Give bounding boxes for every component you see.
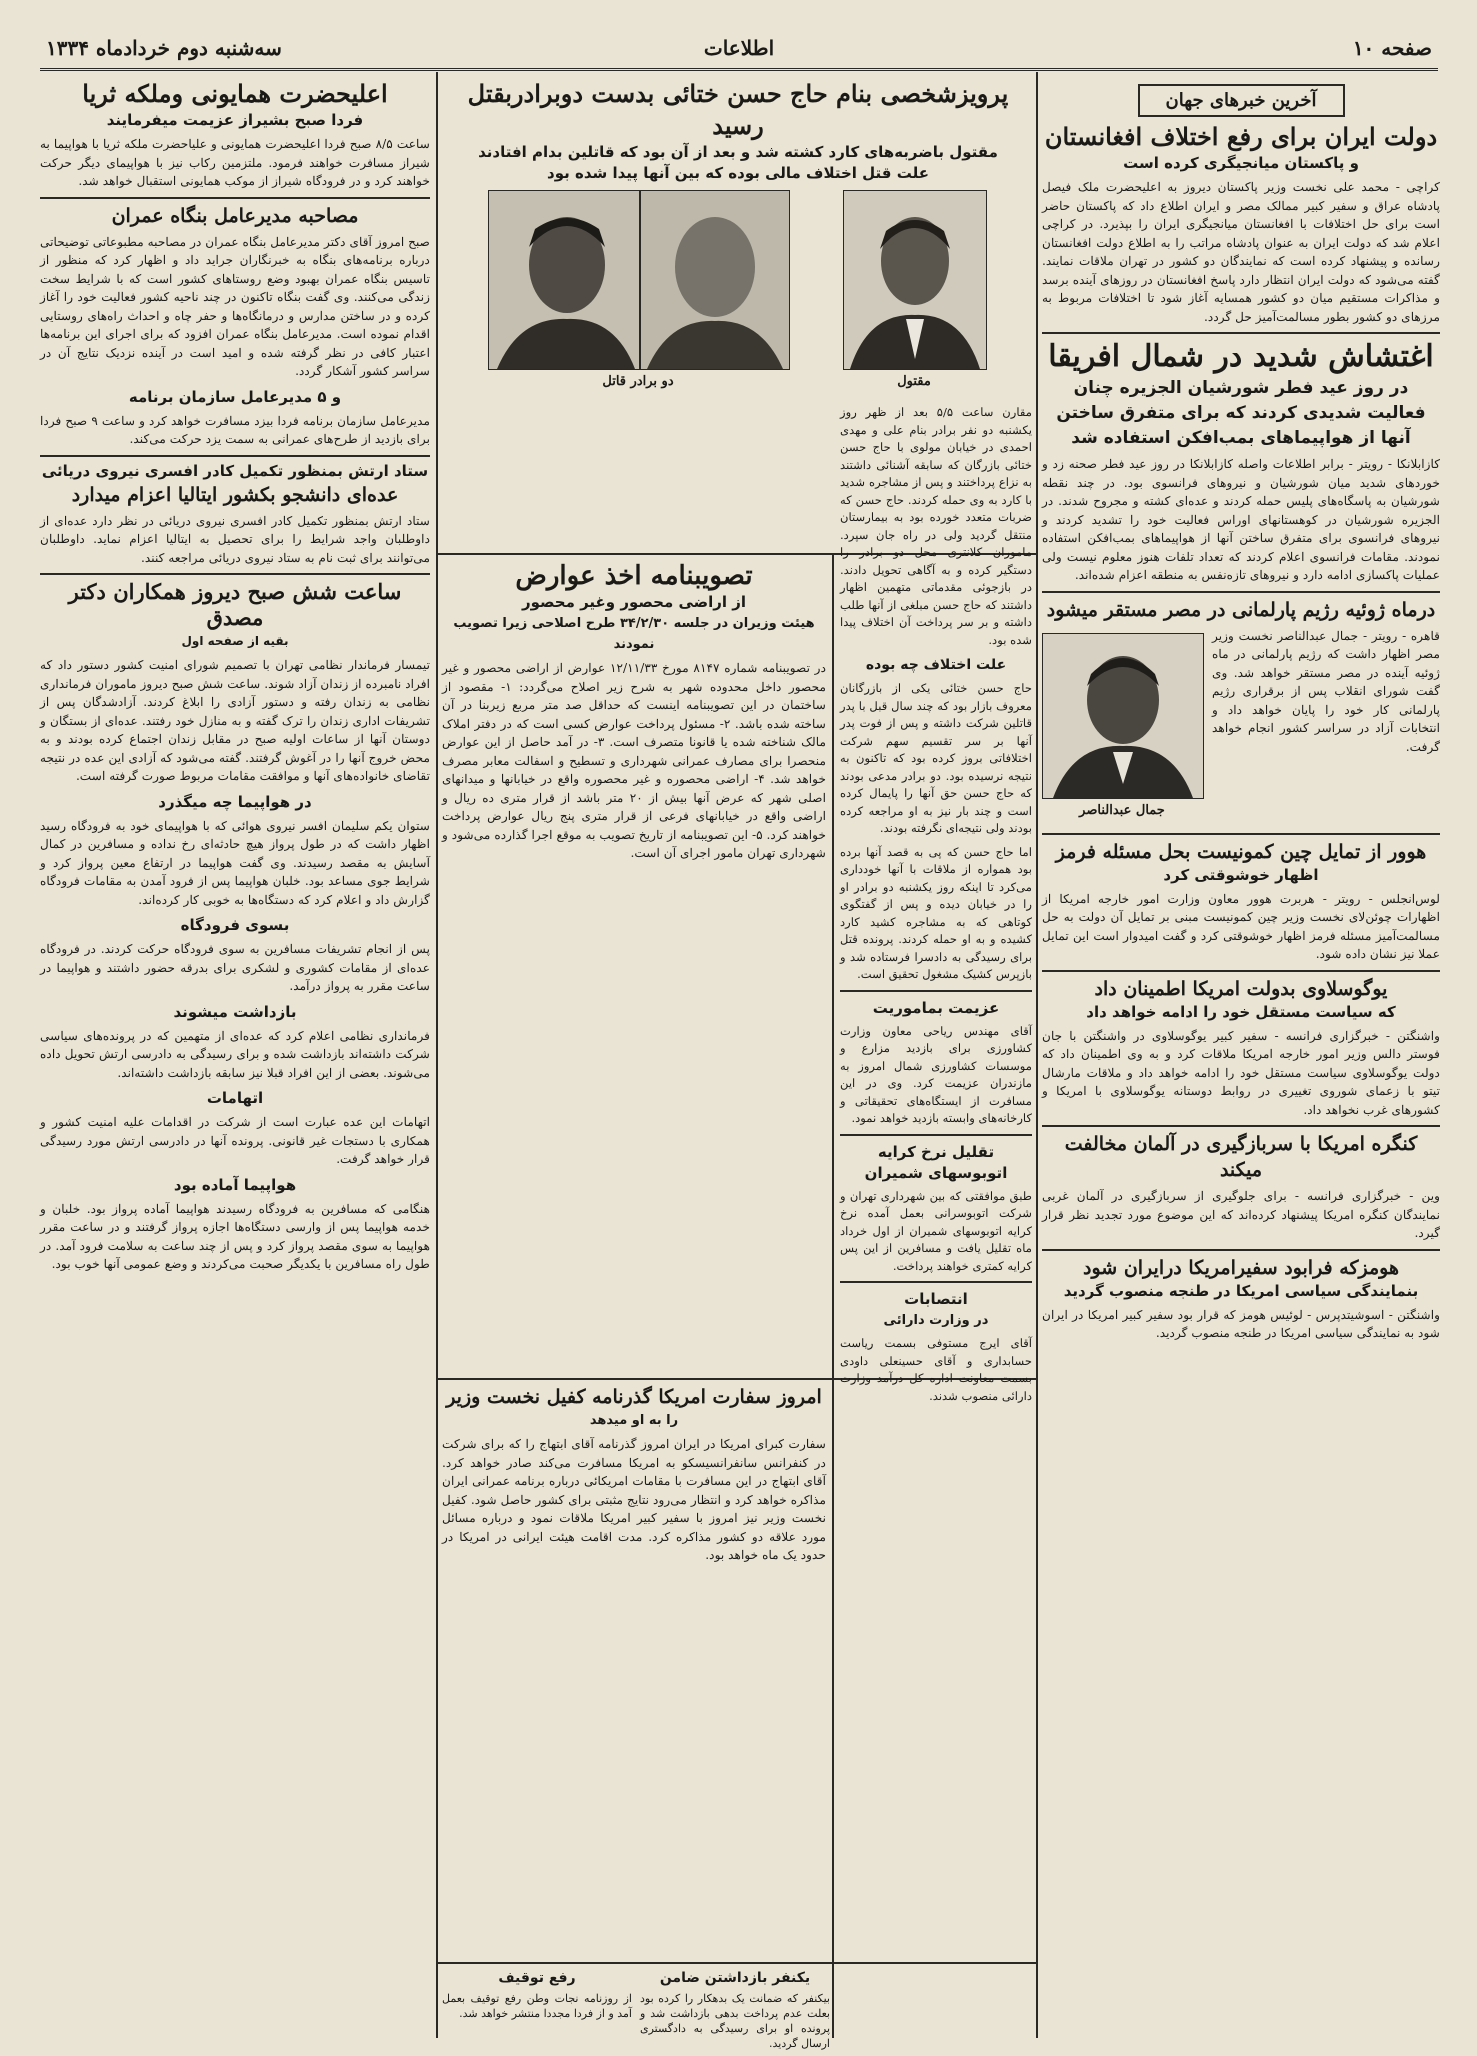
navy-headline: ستاد ارتش بمنظور تکمیل کادر افسری نیروی دریائی [41,461,429,480]
navy-text: ستاد ارتش بمنظور تکمیل کادر افسری نیروی دریائی در نظر دارد عده‌ای از داوطلبان واجد شرایط را برای تحصیل به ایتالیا اعزام نماید. داوطلبان می‌توانند برای ثبت نام به ستاد نیروی دریائی مراجعه کنند. [40,513,430,565]
navy-subhead: عده‌ای دانشجو بکشور ایتالیا اعزام میدارد [71,483,399,506]
congress-headline: کنگره امریکا با سربازگیری در آلمان مخالفت میکند [1064,1133,1418,1181]
yugoslavia-headline: یوگوسلاوی بدولت امریکا اطمینان داد [1094,977,1388,1000]
finance-subhead: در وزارت دارائی [883,1313,989,1328]
interview-text: صبح امروز آقای دکتر مدیرعامل بنگاه عمران در مصاحبه مطبوعاتی توضیحاتی درباره برنامه‌های بنگاه به خبرنگاران جراید داد و اظهار کرد که منظور از تاسیس بنگاه عمران بهبود وضع روستاهای کشور است که با شرایط سخت زندگی می‌کنند. وی گفت بنگاه تاکنون در چند ناحیه کشور فعالیت خود را آغاز کرده و در ساختن مدارس و درمانگاه‌ها و حفر چاه و احداث راه‌های روستایی اقدام نموده است. مدیرعامل بنگاه عمران افزود که برای اجرای این برنامه‌ها اعتبار کافی در نظر گرفته شده و امید است در آینده نزدیک نتایج آن در سراسر کشور آشکار گردد. [40,234,430,378]
plane-text: ستوان یکم سلیمان افسر نیروی هوائی که با هواپیمای خود به فرودگاه رسید اظهار داشت که در طول پرواز هیچ حادثه‌ای رخ نداده و مسافرین در کمال آسایش به مقصد رسیدند. وی گفت هواپیما در ارتفاع معین پرواز کرد و شرایط جوی مساعد بود. خلبان هواپیما پس از فرود آمدن به مقامات فرودگاه گزارش داد و اعلام کرد که دستگاه‌ها به خوبی کار کرده‌اند. [40,818,430,907]
ready-headline: هواپیما آماده بود [173,1175,297,1194]
mossadegh-text: تیمسار فرماندار نظامی تهران با تصمیم شورای امنیت کشور دستور داد که افراد نامبرده از زندان آزاد شوند. ساعت شش صبح دیروز ماموران فرمانداری نظامی به زندان رفته و دستور آزادی را ابلاغ کردند. آزادشدگان پس از تشریفات اداری زندان را ترک گفته و به منازل خود رفتند. عده‌ای از بستگان و دوستان آنها از ساعات اولیه صبح در مقابل زندان اجتماع کرده بودند و به محض خروج آنها را در آغوش گرفتند. گفته می‌شود که آزادی این عده در نتیجه تقاضای خانواده‌های آنها و موافقت مقامات مربوط صورت گرفته است. [40,658,430,783]
murder-cause-text: حاج حسن ختائی یکی از بازرگانان معروف بازار بود که چند سال قبل با پدر قاتلین شرکت داشته و پس از فوت پدر آنها بر سر تقسیم سهم شرکت اختلافاتی بروز کرده بود که تاکنون به نتیجه نرسیده بود. دو برادر مدعی بودند که حاج حسن حق آنها را پایمال کرده است و چند بار نیز به او مراجعه کرده بودند ولی نتیجه‌ای نگرفته بودند. [840,681,1032,835]
interview-headline: مصاحبه مدیرعامل بنگاه عمران [111,204,359,227]
charges-text: اتهامات این عده عبارت است از شرکت در اقدامات علیه امنیت کشور و همکاری با دستجات غیر قانونی. پرونده آنها در دادرسی ارتش مورد رسیدگی قرار خواهد گرفت. [40,1115,430,1166]
interview-subhead: و ۵ مدیرعامل سازمان برنامه [128,387,342,406]
egypt-text: قاهره - رویتر - جمال عبدالناصر نخست وزیر مصر اظهار داشت که رژیم پارلمانی در ماه ژوئیه آینده در مصر مستقر خواهد شد. وی گفت شورای انقلاب پس از برقراری رژیم پارلمانی کار خود را پایان خواهد داد و انتخابات آزاد در سراسر کشور انجام خواهد گرفت. [1212,628,1440,754]
afghan-text: کراچی - محمد علی نخست وزیر پاکستان دیروز به اعلیحضرت ملک فیصل پادشاه عراق و سفیر کبیر ممالک مصر و ایران اطلاع داد که پاکستان حاضر است برای حل اختلافات با افغانستان میانجیگری ایران را بپذیرد. در کراچی اعلام شد که دولت ایران به عنوان پادشاه مراتب را به اطلاع دولت افغانستان رسانده و پیشنهاد کرده است که نمایندگان دو کشور در تهران ملاقات نمایند. گفته می‌شود که دولت ایران انتظار دارد پاسخ افغانستان در روزهای آینده برسد و مذاکرات مستقیم میان دو کشور همسایه آغاز شود تا اختلافات مربوط به مرزهای دو کشور بطور مسالمت‌آمیز حل گردد. [1042,180,1440,324]
murder-text: مقارن ساعت ۵/۵ بعد از ظهر روز یکشنبه دو نفر برادر بنام علی و مهدی احمدی در خیابان مولوی با حاج حسن ختائی بازرگان که سابقه آشنائی داشتند به نزاع پرداختند و پس از مشاجره شدید با کارد به وی حمله کردند. حاج حسن که ضربات متعدد خورده بود به بیمارستان منتقل گردید ولی در راه جان سپرد. ماموران کلانتری محل دو برادر را دستگیر کرده و به آگاهی تحویل دادند. در بازجوئی مقدماتی متهمین اظهار داشتند که حاج حسن مبلغی از آنها طلب داشته و بر سر پرداخت آن اختلاف پیدا شده بود. [840,405,1032,647]
page-number: صفحه ۱۰ [1352,36,1432,60]
victim-caption: مقتول [897,374,931,389]
ready-text: هنگامی که مسافرین به فرودگاه رسیدند هواپیما آماده پرواز بود. خلبان و خدمه هواپیما پس از وارسی دستگاه‌ها اجازه پرواز گرفتند و در ساعت مقرر هواپیما به سوی مقصد پرواز کرد و پس از چند ساعت به سلامت فرود آمد. در طول راه مسافرین با یکدیگر صحبت می‌کردند و وضع عمومی آنها خوب بود. [40,1201,430,1271]
section-rule [436,1962,1038,1964]
bus-text: طبق موافقتی که بین شهرداری تهران و شرکت اتوبوسرانی بعمل آمده نرخ کرایه اتوبوسهای شمیران از اول خرداد ماه تقلیل یافت و مسافرین از این پس کرایه کمتری خواهند پرداخت. [840,1188,1032,1273]
arrest-headline: بازداشت میشوند [173,1002,297,1021]
nasser-caption: جمال عبدالناصر [1079,802,1165,818]
china-headline: هوور از تمایل چین کمونیست بحل مسئله فرمز [1055,840,1427,863]
issue-date: سه‌شنبه دوم خردادماه ۱۳۳۴ [46,36,282,60]
paper-name: اطلاعات [703,36,775,60]
masthead [40,28,1438,71]
column-rule [1036,72,1038,2038]
mossadegh-headline: ساعت شش صبح دیروز همکاران دکتر مصدق [68,579,402,630]
us-embassy-headline: امروز سفارت امریکا گذرنامه کفیل نخست وزیر [446,1386,822,1408]
unban-section [442,1968,632,2038]
mossadegh-subhead: بقیه از صفحه اول [181,634,289,648]
plane-headline: در هواپیما چه میگذرد [158,792,312,811]
murder-text-column [840,400,1032,1956]
mission-text: آقای مهندس ریاحی معاون وزارت کشاورزی برای بازدید مزارع و موسسات کشاورزی شمال امروز به مازندران عزیمت کرد. وی در این مسافرت از ایستگاه‌های تحقیقاتی و کارخانه‌های وابسته بازدید خواهد نمود. [840,1023,1032,1125]
duties-headline: تصویبنامه اخذ عوارض [515,561,753,591]
royal-text: ساعت ۸/۵ صبح فردا اعلیحضرت همایونی و علیاحضرت ملکه ثریا با هواپیما به شیراز مسافرت خواهند فرمود. ملتزمین رکاب نیز با هواپیمای دیگر حرکت خواهند کرد و در فرودگاه شیراز از موکب همایونی استقبال خواهد شد. [40,137,430,188]
charges-headline: اتهامات [206,1089,264,1107]
finance-text: آقای ایرج مستوفی بسمت ریاست حسابداری و آقای حسینعلی داودی بسمت معاونت اداره کل درآمد وزارت دارائی منصوب شدند. [840,1336,1032,1403]
royal-headline: اعلیحضرت همایونی وملکه ثریا [82,79,388,108]
unban-headline: رفع توقیف [498,1970,576,1986]
airport-headline: بسوی فرودگاه [180,916,290,934]
arrest-text: فرمانداری نظامی اعلام کرد که عده‌ای از متهمین که در پرونده‌های سیاسی شرکت داشته‌اند بازداشت شده و برای رسیدگی به دادرسی ارتش تحویل داده می‌شوند. بعضی از این افراد قبلا نیز سابقه بازداشت داشته‌اند. [40,1028,430,1080]
killers-caption: دو برادر قاتل [602,374,674,389]
duties-subhead-2: هیئت وزیران در جلسه ۳۴/۲/۳۰ طرح اصلاحی زیرا تصویب نمودند [453,616,815,652]
africa-text: کازابلانکا - رویتر - برابر اطلاعات واصله کازابلانکا در روز عید فطر صحنه زد و خوردهای شدید میان شورشیان و نیروهای فرانسوی بود. در چند نقطه شورشیان به پاسگاه‌های پلیس حمله کردند و عده‌ای کشته و مجروح شدند. در الجزیره شورشیان در کوهستانهای اوراس فعالیت خود را تشدید کردند و نیروهای فرانسوی برای متفرق ساختن آنها از هواپیماهای بمب‌افکن استفاده نمودند. مقامات فرانسوی اعلام کردند که تعداد تلفات هنوز معلوم نیست ولی عملیات پاکسازی ادامه دارد و نیروهای تازه‌نفس به منطقه اعزام شده‌اند. [1042,457,1440,582]
murder-headline: پرویزشخصی بنام حاج حسن ختائی بدست دوبرادربقتل رسید [467,79,1009,140]
afghan-subhead: و پاکستان میانجیگری کرده است [1123,154,1359,172]
victim-photo [843,190,987,370]
bail-section [640,1968,830,2050]
finance-headline: انتصابات [904,1290,968,1308]
duties-text: در تصویبنامه شماره ۸۱۴۷ مورخ ۱۲/۱۱/۳۳ عوارض از اراضی محصور و غیر محصور داخل محدوده شهر به شرح زیر اصلاح می‌گردد: ۱- مقصود از ساختمان در این تصویبنامه اینست که حداقل صد متر مربع زیربنا در آن ساخته شده باشد. ۲- مسئول پرداخت عوارض کسی است که در دفتر املاک مالک شناخته شده یا قانونا متصرف است. ۳- در آمد حاصل از این عوارض منحصرا برای مصارف عمرانی شهرداری و تسطیح و اسفالت معابر مصرف خواهد شد. ۴- اراضی محصوره و غیر محصوره واقع در خیابانها و میدانهای اصلی شهر که عرض آنها بیش از ۲۰ متر باشد از قرار متری ده ریال و اراضی واقع در خیابانهای فرعی از قرار متری پنج ریال عوارض پرداخت خواهند کرد. ۵- این تصویبنامه از تاریخ تصویب به موقع اجرا گذارده می‌شود و شهرداری تهران مامور اجرای آن است. [442,661,827,860]
us-embassy-subhead: را به او میدهد [589,1413,679,1428]
us-embassy-section [442,1384,826,1956]
murder-cause-head: علت اختلاف چه بوده [865,657,1007,673]
left-column [40,78,430,2038]
egypt-headline: درماه ژوئیه رژیم پارلمانی در مصر مستقر میشود [1046,598,1436,621]
column-rule [436,72,438,2038]
murder-subhead-2: علت قتل اختلاف مالی بوده که بین آنها پیدا شده بود [547,164,929,182]
congress-text: وین - خبرگزاری فرانسه - برای جلوگیری از سربازگیری در آلمان غربی نمایندگان کنگره امریکا پیشنهاد کرده‌اند که این موضوع مورد تجدید نظر قرار گیرد. [1042,1189,1440,1240]
yugoslavia-subhead: که سیاست مستقل خود را ادامه خواهد داد [1086,1002,1396,1021]
duties-subhead: از اراضی محصور وغیر محصور [521,593,747,611]
royal-subhead: فردا صبح بشیراز عزیمت میفرمایند [106,111,364,129]
hormoz-headline: هومزکه فرابود سفیرامریکا درایران شود [1083,1256,1399,1279]
interview-text-2: مدیرعامل سازمان برنامه فردا بیزد مسافرت خواهد کرد و ساعت ۹ صبح فردا برای بازدید از طرح‌های عمرانی به سمت یزد حرکت می‌کند. [40,413,430,446]
afghan-headline: دولت ایران برای رفع اختلاف افغانستان [1044,122,1438,151]
hormoz-subhead: بنمایندگی سیاسی امریکا در طنجه منصوب گردید [1063,1281,1419,1300]
china-subhead: اظهار خوشوقتی کرد [1163,865,1319,884]
us-embassy-text: سفارت کبرای امریکا در ایران امروز گذرنامه آقای ابتهاج را که برای شرکت در کنفرانس سانفرانسیسکو به امریکا مسافرت می‌کند صادر خواهد کرد. آقای ابتهاج در این مسافرت با مقامات امریکائی درباره برنامه عمرانی ایران مذاکره خواهد کرد و انتظار می‌رود نتایج مثبتی برای کشور حاصل شود. کفیل نخست وزیر نیز امروز با سفیر کبیر امریکا ملاقات نمود و درباره مسائل مورد علاقه دو کشور مذاکره کرد. مدت اقامت هیئت ایرانی در امریکا در حدود یک ماه خواهد بود. [442,1437,826,1562]
nasser-photo [1042,633,1204,799]
bail-text: بیکنفر که ضمانت یک بدهکار را کرده بود بعلت عدم پرداخت بدهی بازداشت شد و پرونده او برای رسیدگی به دادگستری ارسال گردید. [640,1992,830,2050]
bail-headline: یکنفر بازداشتن ضامن [659,1970,811,1986]
china-text: لوس‌انجلس - رویتر - هربرت هوور معاون وزارت امور خارجه امریکا از اظهارات چوئن‌لای نخست وزیر چین کمونیست مبنی بر تمایل آن دولت به حل مسالمت‌آمیز مسئله فرمز اظهار خوشوقتی کرد و گفت امیدوار است این تمایل عملا نیز نشان داده شود. [1042,891,1440,961]
killer-photo-2 [488,190,640,370]
africa-subhead: در روز عید فطر شورشیان الجزیره چنان فعالیت شدیدی کردند که برای متفرق ساختن آنها از هواپیماهای بمب‌افکن استفاده شد [1056,378,1426,448]
mission-headline: عزیمت بماموریت [872,998,1000,1017]
unban-text: از روزنامه نجات وطن رفع توقیف بعمل آمد و از فردا مجددا منتشر خواهد شد. [442,1992,632,2020]
killer-photo-1 [640,190,790,370]
africa-headline: اغتشاش شدید در شمال افریقا [1048,339,1434,374]
latest-news-box-title: آخرین خبرهای جهان [1138,84,1345,117]
airport-text: پس از انجام تشریفات مسافرین به سوی فرودگاه حرکت کردند. در فرودگاه عده‌ای از مقامات کشوری و لشکری برای بدرقه حضور داشتند و هواپیما در ساعت مقرر به پرواز درآمد. [40,942,430,993]
duties-section [442,560,826,1372]
murder-text-2: اما حاج حسن که پی به قصد آنها برده بود همواره از ملاقات با آنها خودداری می‌کرد تا اینکه روز یکشنبه دو برادر او را در خیابان دیده و پس از گفتگوی کوتاهی که به مشاجره کشید کارد کشیده و به او حمله کردند. پرونده قتل برای رسیدگی به دادسرا فرستاده شد و بازپرس کشیک مشغول تحقیق است. [840,844,1032,981]
column-rule [832,555,834,2038]
bus-headline: تقلیل نرخ کرایه اتوبوسهای شمیران [864,1142,1008,1182]
yugoslavia-text: واشنگتن - خبرگزاری فرانسه - سفیر کبیر یوگوسلاوی در واشنگتن با جان فوستر دالس وزیر امور خارجه امریکا ملاقات کرد و به وی اطمینان داد که دولت یوگوسلاوی سیاست مستقل خود را ادامه خواهد داد و ملاقات مارشال تیتو با زعمای شوروی تغییری در روابط دوستانه یوگوسلاوی با امریکا و کشورهای غرب نخواهد داد. [1042,1028,1440,1117]
murder-subhead: مقتول باضربه‌های کارد کشته شد و بعد از آن بود که قاتلین بدام افتادند [478,143,998,161]
right-column [1042,78,1440,2038]
hormoz-text: واشنگتن - اسوشیتدپرس - لوئیس هومز که قرار بود سفیر کبیر امریکا در ایران شود به نمایندگی سیاسی امریکا در طنجه منصوب گردید. [1042,1307,1440,1340]
